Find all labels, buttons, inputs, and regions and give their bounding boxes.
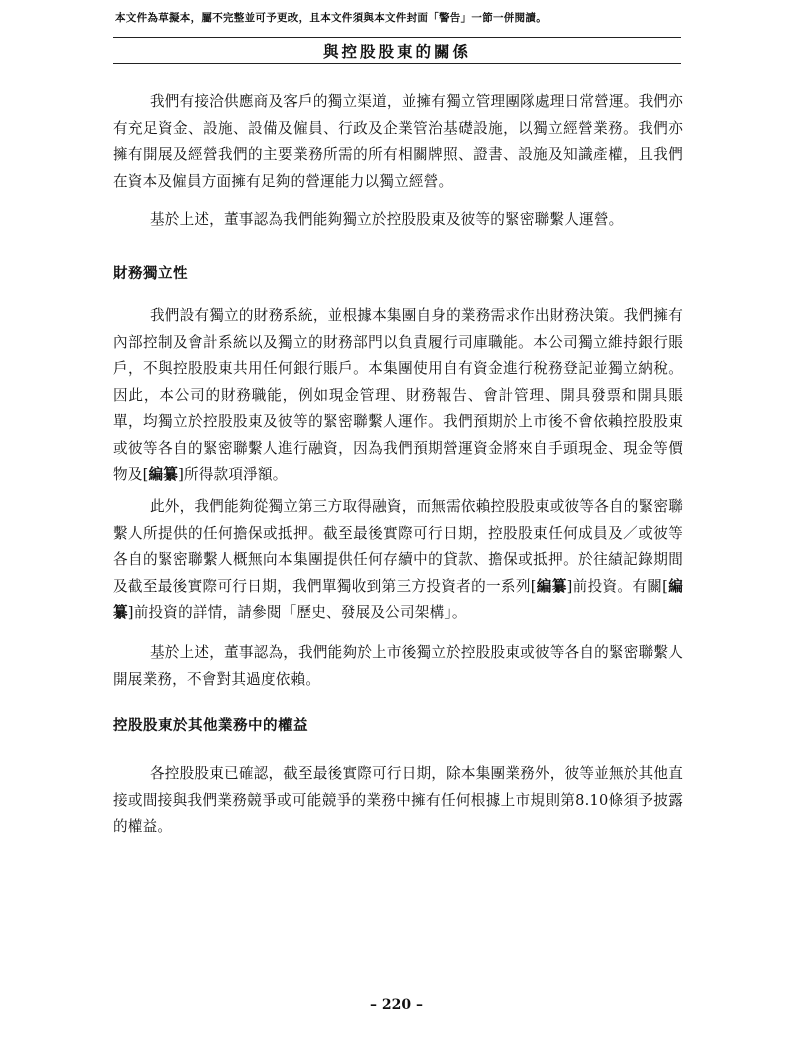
redacted-marker: 編纂 xyxy=(113,577,683,621)
section-title: 與控股股東的關係 xyxy=(322,43,471,61)
paragraph-competing-interests: 各控股股東已確認，截至最後實際可行日期，除本集團業務外，彼等並無於其他直接或間接與我們業務競爭或可能競爭的業務中擁有任何根據上市規則第8.10條須予披露的權益。 xyxy=(113,765,683,835)
heading-financial-independence: 財務獨立性 xyxy=(113,266,188,282)
paragraph-text: ]前投資。有關[ xyxy=(566,577,669,595)
paragraph-financial-conclusion: 基於上述，董事認為，我們能夠於上市後獨立於控股股東或彼等各自的緊密聯繫人開展業務，不會對其過度依賴。 xyxy=(113,644,683,688)
heading-controlling-shareholders-interests: 控股股東於其他業務中的權益 xyxy=(113,718,308,734)
draft-notice: 本文件為草擬本，屬不完整並可予更改，且本文件須與本文件封面「警告」一節一併閱讀。 xyxy=(115,12,547,24)
header-rule-bottom xyxy=(113,63,681,64)
paragraph-text: ]所得款項淨額。 xyxy=(178,466,288,483)
redacted-marker: 編纂 xyxy=(536,577,567,595)
redacted-marker: 編纂 xyxy=(148,466,179,483)
page-number: – 220 – xyxy=(370,997,423,1013)
paragraph-text: ]前投資的詳情，請參閱「歷史、發展及公司架構」。 xyxy=(127,604,467,621)
paragraph-text: 此外，我們能夠從獨立第三方取得融資，而無需依賴控股股東或彼等各自的緊密聯繫人所提供的任何擔保或抵押。截至最後實際可行日期，控股股東任何成員及／或彼等各自的緊密聯繫人概無向本集團提供任何存續中的貸款、擔保或抵押。於往績記錄期間及截至最後實際可行日期，我們單獨收到第三方投資者的一系列[ xyxy=(113,498,683,595)
header-rule-top xyxy=(113,37,681,38)
paragraph-operational-conclusion: 基於上述，董事認為我們能夠獨立於控股股東及彼等的緊密聯繫人運營。 xyxy=(150,211,624,228)
paragraph-text: 我們設有獨立的財務系統，並根據本集團自身的業務需求作出財務決策。我們擁有內部控制及會計系統以及獨立的財務部門以負責履行司庫職能。本公司獨立維持銀行賬戶，不與控股股東共用任何銀行賬戶。本集團使用自有資金進行稅務登記並獨立納稅。因此，本公司的財務職能，例如現金管理、財務報告、會計管理、開具發票和開具賬單，均獨立於控股股東及彼等的緊密聯繫人運作。我們預期於上市後不會依賴控股股東或彼等各自的緊密聯繫人進行融資，因為我們預期營運資金將來自手頭現金、現金等價物及[ xyxy=(113,307,683,483)
paragraph-independent-operations: 我們有接洽供應商及客戶的獨立渠道，並擁有獨立管理團隊處理日常營運。我們亦有充足資金、設施、設備及僱員、行政及企業管治基礎設施，以獨立經營業務。我們亦擁有開展及經營我們的主要業務所需的所有相關牌照、證書、設施及知識產權，且我們在資本及僱員方面擁有足夠的營運能力以獨立經營。 xyxy=(113,93,683,190)
paragraph-financial-system xyxy=(113,303,683,489)
paragraph-third-party-financing xyxy=(113,494,683,627)
